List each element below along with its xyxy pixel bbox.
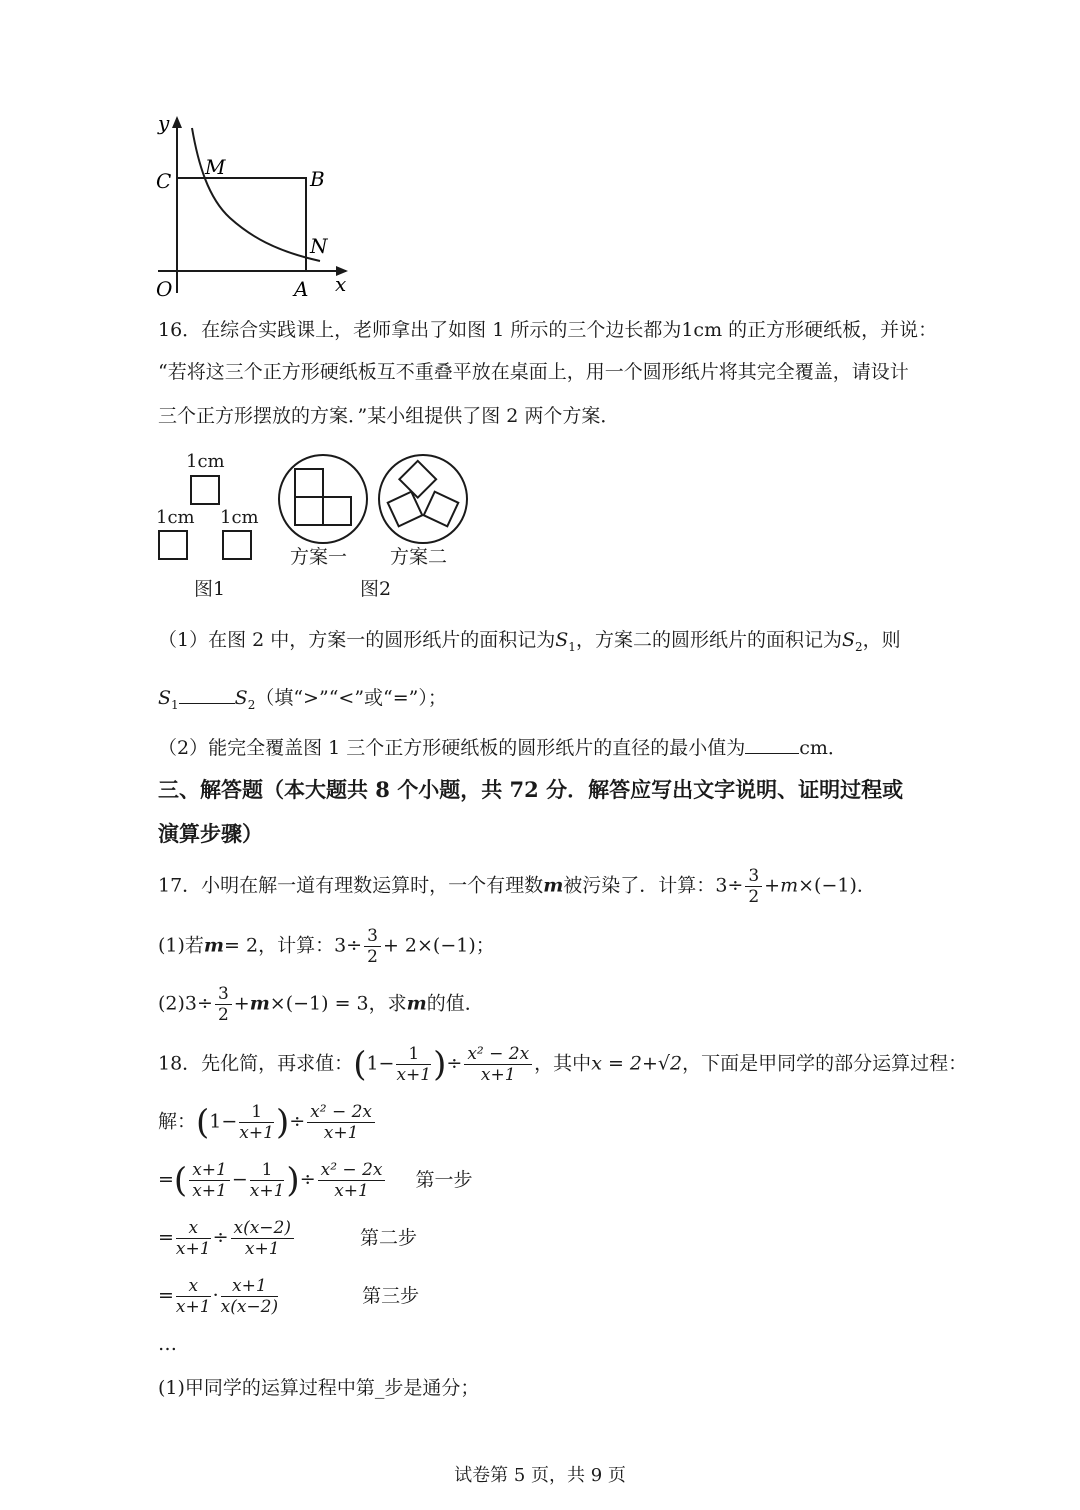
fig1-label-right: 1cm [220, 507, 259, 528]
section3-title-line1: 三、解答题（本大题共 8 个小题，共 72 分．解答应写出文字说明、证明过程或 [158, 777, 904, 802]
fig1-label-left: 1cm [156, 507, 195, 528]
scheme2-square-top [399, 461, 436, 498]
q18-intro: 18．先化简，再求值：(1− $\frac{1}{x+1}$ )÷ $\frac{\text{x² − 2x}}{x+1}$ ，其中x = 2+√2，下面是甲同学的部分运算过程： [158, 1044, 968, 1085]
label-c: C [156, 169, 172, 193]
label-b: B [310, 167, 325, 191]
scheme2-circle [379, 455, 467, 543]
q16-line3: 三个正方形摆放的方案．”某小组提供了图 2 两个方案． [158, 405, 620, 427]
scheme2-diagram [376, 452, 470, 546]
label-o: O [156, 277, 173, 301]
q18-solution-step3: = $\frac{x}{x+1}$ · $\frac{x+1}{x(x-2)}$ 第三步 [158, 1276, 420, 1317]
scheme1-square-top [295, 469, 323, 497]
q16-line1: 16．在综合实践课上，老师拿出了如图 1 所示的三个边长都为1cm 的正方形硬纸板，并说： [158, 319, 938, 341]
coordinate-graph [150, 108, 360, 303]
scheme2-square-right [424, 492, 459, 527]
q18-solution-step1: =( $\frac{x+1}{x+1}$ − $\frac{1}{x+1}$ )÷ $\frac{\text{x² − 2x}}{x+1}$ 第一步 [158, 1160, 473, 1201]
scheme1-diagram [276, 452, 370, 546]
fig1-square-left [158, 530, 188, 560]
label-y: y [158, 111, 170, 135]
scheme1-caption: 方案一 [290, 546, 348, 568]
scheme1-square-bottom-right [323, 497, 351, 525]
fig1-caption: 图1 [194, 578, 226, 600]
q18-solution-line0: 解：(1− $\frac{1}{x+1}$ )÷ $\frac{\text{x² − 2x}}{x+1}$ [158, 1102, 377, 1143]
section3-title-line2: 演算步骤） [158, 821, 263, 846]
fig1-label-top: 1cm [186, 451, 225, 472]
page-footer: 试卷第 5 页，共 9 页 [454, 1465, 626, 1486]
q18-part1: (1)甲同学的运算过程中第_步是通分； [158, 1377, 480, 1399]
fig2-caption: 图2 [360, 578, 392, 600]
q18-ellipsis: … [158, 1333, 177, 1355]
answer-blank-s1-s2[interactable] [179, 703, 235, 704]
scheme1-square-bottom-left [295, 497, 323, 525]
label-x: x [335, 272, 347, 296]
q16-part1-line1: （1）在图 2 中，方案一的圆形纸片的面积记为$S_1$，方案二的圆形纸片的面积记为$S_2$，则 [158, 629, 901, 654]
q17-intro: 17．小明在解一道有理数运算时，一个有理数m被污染了．计算：3÷ $\frac{3}{2}$ +m×(−1)． [158, 866, 876, 907]
label-n: N [310, 234, 328, 258]
scheme2-caption: 方案二 [390, 546, 448, 568]
q16-line2: “若将这三个正方形硬纸板互不重叠平放在桌面上，用一个圆形纸片将其完全覆盖，请设计 [158, 361, 909, 383]
q16-part1-line2: $S_1$ $S_2$（填“>”“<”或“=”）； [158, 687, 447, 712]
answer-blank-diameter[interactable] [745, 753, 799, 754]
q17-part2: (2)3÷ $\frac{3}{2}$ +m×(−1) = 3，求m的值． [158, 984, 484, 1025]
fig1-square-top [190, 475, 220, 505]
label-m: M [205, 155, 226, 179]
rectangle-oabc [177, 178, 306, 271]
q18-solution-step2: = $\frac{x}{x+1}$ ÷ $\frac{x(x-2)}{x+1}$ 第二步 [158, 1218, 418, 1259]
hyperbola-curve [192, 128, 320, 261]
label-a: A [294, 277, 309, 301]
y-axis-arrow [172, 116, 182, 128]
fig1-square-right [222, 530, 252, 560]
q16-part2: （2）能完全覆盖图 1 三个正方形硬纸板的圆形纸片的直径的最小值为 cm． [158, 737, 847, 759]
q17-part1: (1)若m= 2，计算：3÷ $\frac{3}{2}$ + 2×(−1)； [158, 926, 495, 967]
